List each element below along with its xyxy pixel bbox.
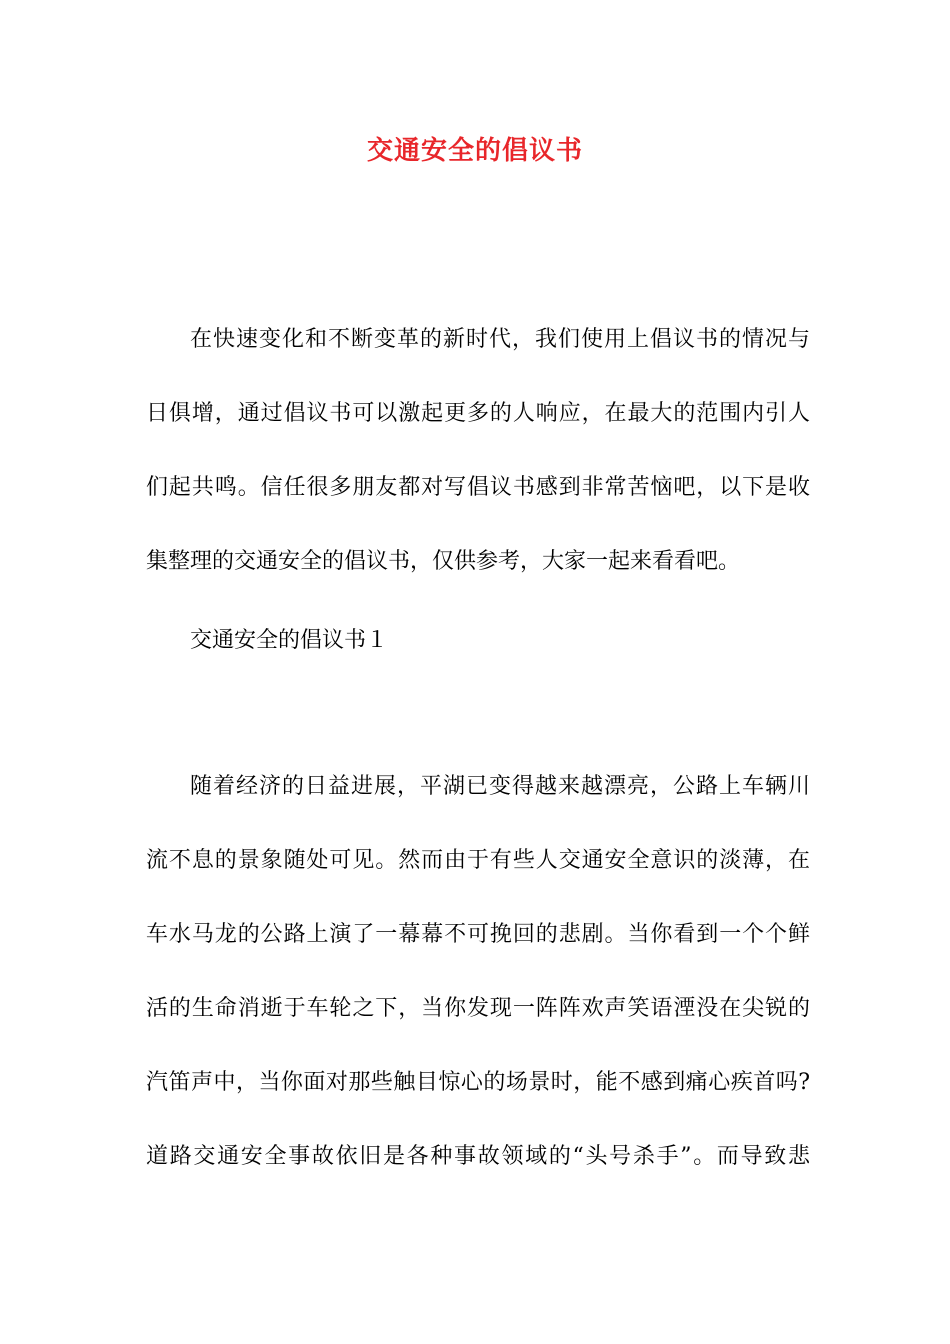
body-paragraph xyxy=(146,750,810,1194)
intro-line: 集整理的交通安全的倡议书，仅供参考，大家一起来看看吧。 xyxy=(146,549,741,574)
body-line: 随着经济的日益进展，平湖已变得越来越漂亮，公路上车辆川 xyxy=(190,774,810,799)
body-line: 活的生命消逝于车轮之下，当你发现一阵阵欢声笑语湮没在尖锐的 xyxy=(146,996,810,1021)
document-title: 交通安全的倡议书 xyxy=(366,136,583,166)
intro-line: 们起共鸣。信任很多朋友都对写倡议书感到非常苦恼吧，以下是收 xyxy=(146,475,810,500)
section-heading: 交通安全的倡议书１ xyxy=(190,628,389,653)
body-line: 流不息的景象随处可见。然而由于有些人交通安全意识的淡薄，在 xyxy=(146,848,810,873)
intro-line: 日俱增，通过倡议书可以激起更多的人响应，在最大的范围内引人 xyxy=(146,401,810,426)
intro-line: 在快速变化和不断变革的新时代，我们使用上倡议书的情况与 xyxy=(190,327,810,352)
body-line: 汽笛声中，当你面对那些触目惊心的场景时，能不感到痛心疾首吗? xyxy=(146,1070,810,1095)
intro-paragraph xyxy=(146,303,810,599)
body-line: 车水马龙的公路上演了一幕幕不可挽回的悲剧。当你看到一个个鲜 xyxy=(146,922,810,947)
body-line: 道路交通安全事故依旧是各种事故领域的“头号杀手”。而导致悲 xyxy=(146,1144,810,1169)
